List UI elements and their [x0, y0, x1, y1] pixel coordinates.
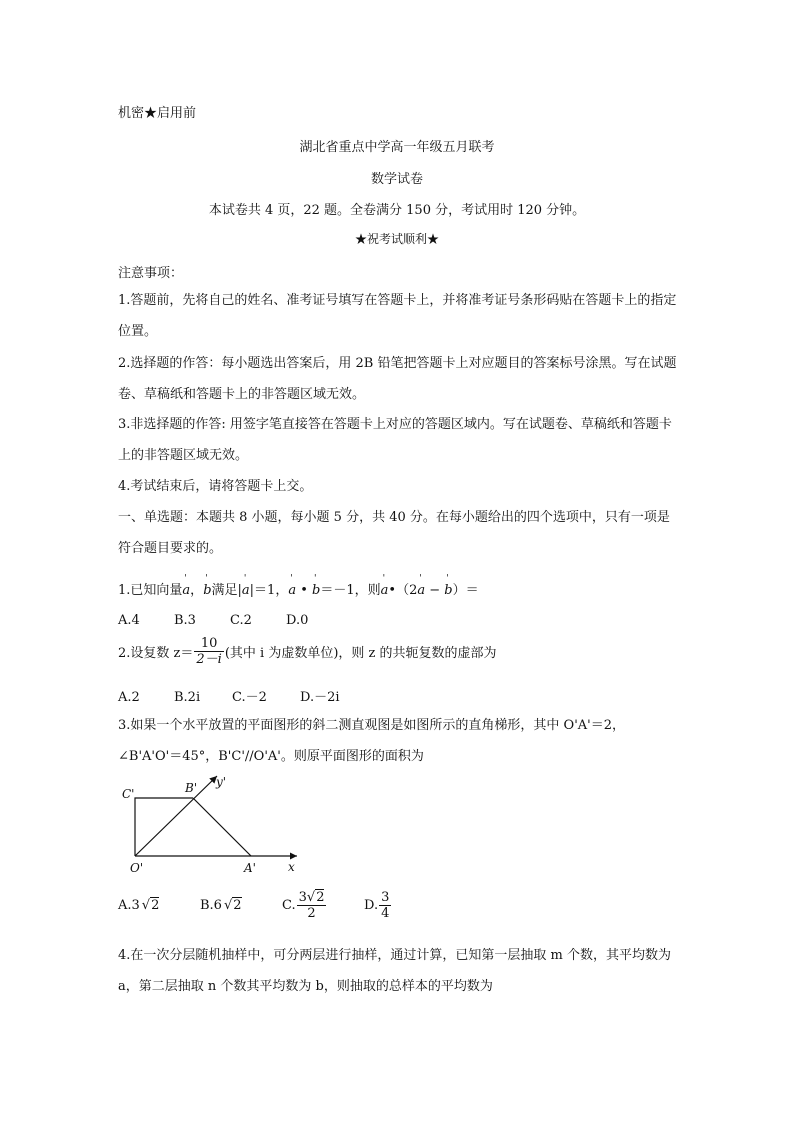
q2-option-a: A.2 [118, 690, 140, 705]
note-item-3: 3.非选择题的作答: 用签字笔直接答在答题卡上对应的答题区域内。写在试题卷、草稿纸和答题卡上的非答题区域无效。 [118, 417, 672, 463]
q3-option-b-coef: B.6 [200, 898, 222, 913]
q2-fraction [194, 636, 223, 667]
question-4: 4.在一次分层随机抽样中，可分两层进行抽样，通过计算，已知第一层抽取 m 个数，其平均数为 a，第二层抽取 n 个数其平均数为 b，则抽取的总样本的平均数为 [118, 948, 671, 994]
q3-option-b [200, 898, 282, 913]
q3-option-d-fraction [379, 890, 391, 921]
label-b: B' [185, 781, 198, 795]
note-item-2: 2.选择题的作答：每小题选出答案后，用 2B 铅笔把答题卡上对应题目的答案标号涂黑。写在试题卷、草稿纸和答题卡上的非答题区域无效。 [118, 356, 677, 402]
q1-cond1: 满足| [211, 583, 242, 598]
label-x: x [288, 860, 295, 874]
vector-a: ' a [182, 583, 190, 598]
confidentiality-label: 机密★启用前 [118, 106, 197, 121]
q1-expr-close: ）＝ [452, 583, 479, 598]
sqrt-symbol: √ [141, 898, 151, 913]
vector-a: ' a [242, 583, 250, 598]
vector-b: ' b [203, 583, 211, 598]
q2-option-d: D.－2i [300, 690, 340, 705]
q3-option-d-numerator: 3 [381, 890, 390, 905]
subject-title: 数学试卷 [370, 172, 423, 187]
q3-option-c-num-radicand: 2 [316, 890, 325, 905]
q2-options [118, 686, 340, 705]
q3-option-c-fraction [297, 890, 327, 921]
q1-prefix: 1.已知向量 [118, 583, 183, 598]
q3-option-b-radicand: 2 [233, 898, 242, 913]
label-c: C' [122, 787, 135, 801]
q3-option-c-num-coef: 3 [298, 890, 307, 905]
notes-title: 注意事项： [118, 266, 184, 281]
vector-b: ' b [312, 583, 320, 598]
q2-suffix: (其中 i 为虚数单位)，则 z 的共轭复数的虚部为 [224, 646, 497, 661]
q2-option-c: C.－2 [232, 690, 267, 705]
q3-option-c-prefix: C. [282, 898, 296, 913]
note-item-4: 4.考试结束后，请将答题卡上交。 [118, 479, 313, 494]
q3-option-c [282, 890, 364, 921]
q3-option-c-numerator: 3√2 [298, 890, 325, 905]
vector-a: ' a [288, 583, 296, 598]
note-item-1: 1.答题前，先将自己的姓名、准考证号填写在答题卡上，并将准考证号条形码贴在答题卡上的指定位置。 [118, 293, 677, 339]
q3-option-d-prefix: D. [364, 898, 379, 913]
q1-option-c: C.2 [230, 613, 252, 628]
q1-dot: • [296, 583, 313, 598]
q1-cond2: ＝－1，则 [320, 583, 381, 598]
q3-option-c-denominator: 2 [307, 906, 316, 921]
y-axis [135, 776, 217, 856]
label-o: O' [130, 861, 144, 875]
q3-option-a-radicand: 2 [151, 898, 160, 913]
vector-a: ' a [417, 583, 425, 598]
q1-option-a: A.4 [118, 613, 140, 628]
q3-option-d [364, 890, 392, 921]
vector-a: ' a [381, 583, 389, 598]
q1-option-d: D.0 [286, 613, 309, 628]
q2-fraction-numerator: 10 [194, 636, 223, 652]
blessing-line: ★祝考试顺利★ [354, 232, 439, 246]
q3-options [118, 890, 392, 921]
q1-expr-open: •（2 [388, 583, 418, 598]
trapezoid-right-edge [193, 798, 251, 856]
q1-options [118, 613, 308, 628]
q1-option-b: B.3 [174, 613, 196, 628]
trapezoid-figure [110, 770, 310, 880]
section-heading: 一、单选题：本题共 8 小题，每小题 5 分，共 40 分。在每小题给出的四个选项中，只有一项是符合题目要求的。 [118, 510, 670, 556]
question-2 [118, 636, 497, 667]
vector-b: ' b [444, 583, 452, 598]
question-3: 3.如果一个水平放置的平面图形的斜二测直观图是如图所示的直角梯形，其中 O'A'＝2，∠B'A'O'＝45°，B'C'//O'A'。则原平面图形的面积为 [118, 718, 626, 764]
label-a: A' [244, 861, 256, 875]
q1-cond1b: |＝1， [249, 583, 289, 598]
q3-option-d-denominator: 4 [381, 906, 390, 921]
q1-minus: − [425, 583, 445, 598]
q1-separator: ， [190, 583, 204, 598]
q3-option-a [118, 898, 200, 913]
label-y: y' [216, 775, 227, 789]
q2-option-b: B.2i [174, 690, 201, 705]
exam-title: 湖北省重点中学高一年级五月联考 [299, 140, 495, 155]
question-1 [118, 579, 479, 598]
exam-info: 本试卷共 4 页，22 题。全卷满分 150 分，考试用时 120 分钟。 [208, 203, 586, 218]
q3-option-a-coef: A.3 [118, 898, 140, 913]
sqrt-symbol: √ [223, 898, 233, 913]
q2-fraction-denominator: 2－i [196, 652, 222, 667]
q2-prefix: 2.设复数 z＝ [118, 646, 194, 661]
